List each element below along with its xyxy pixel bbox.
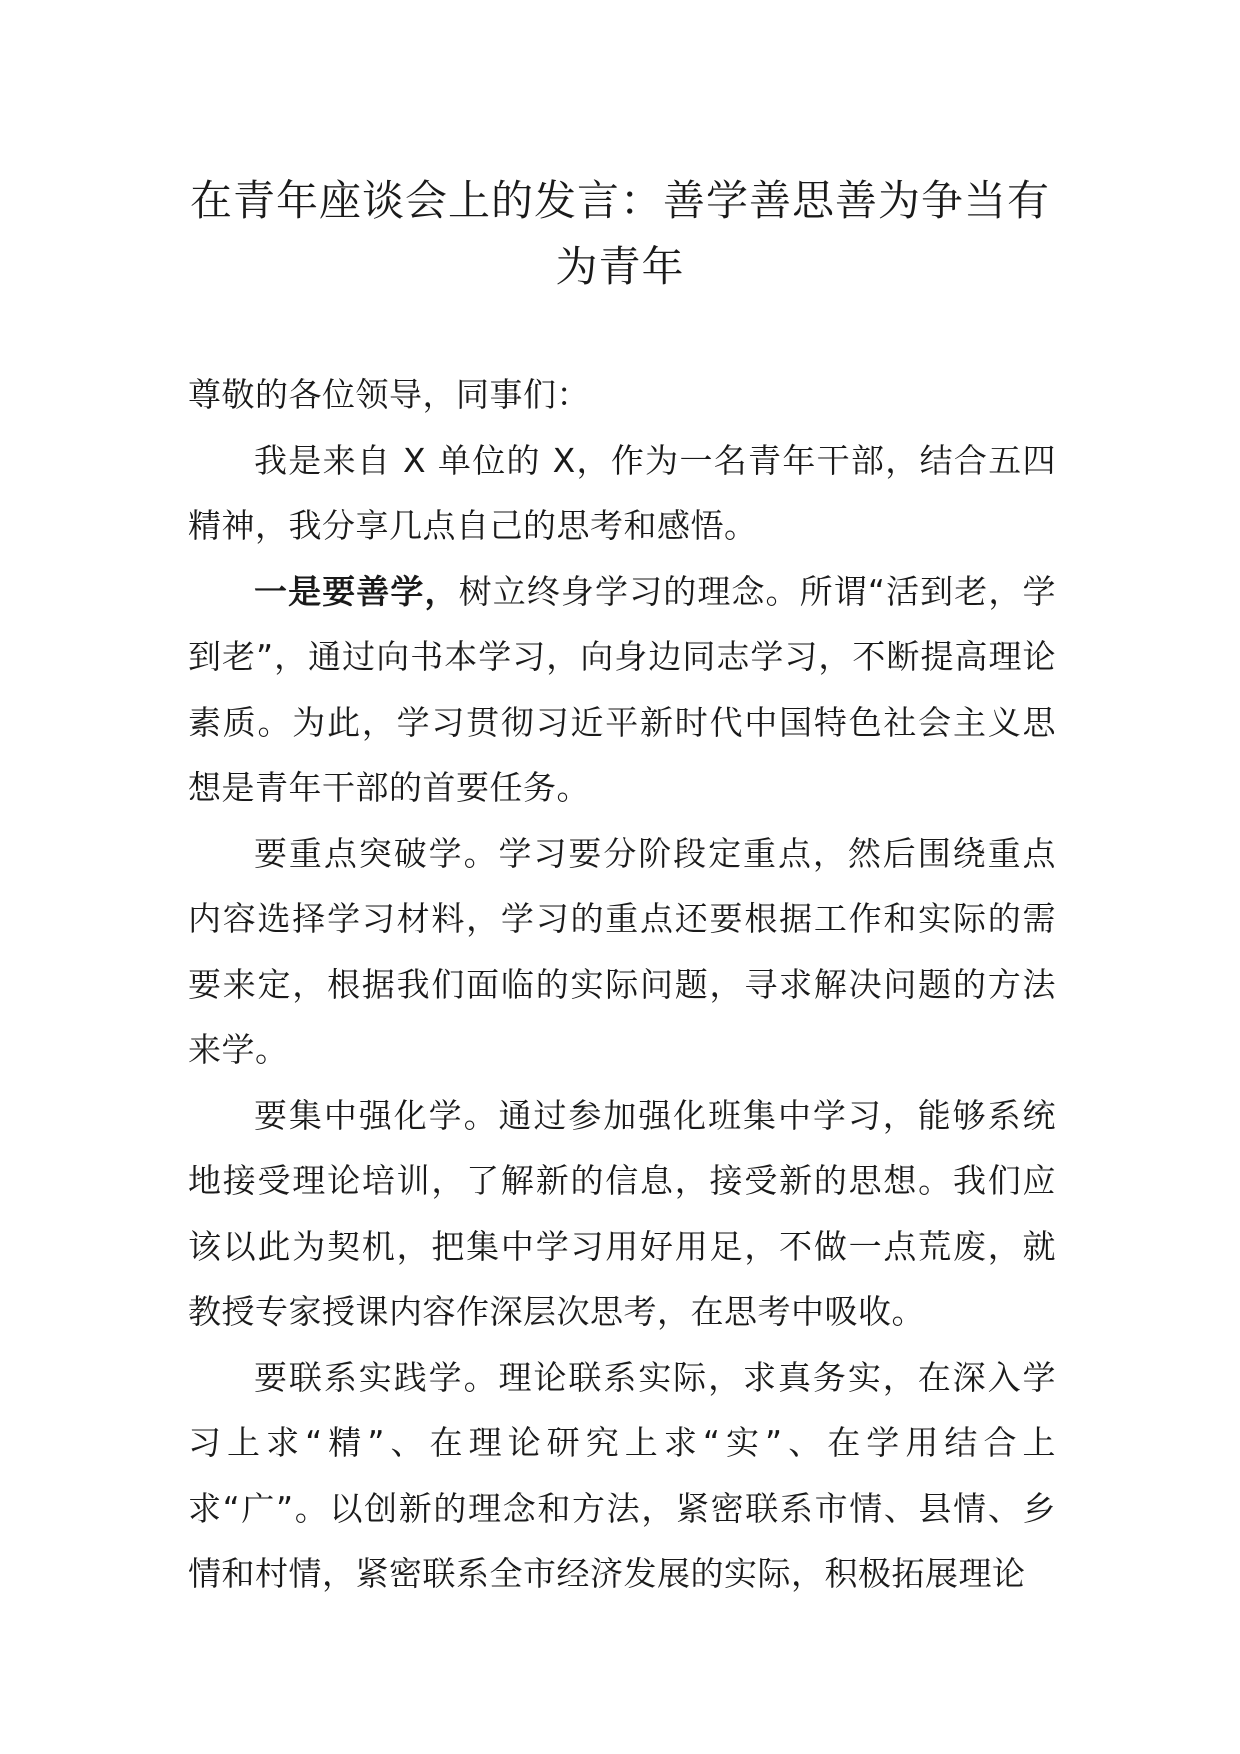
salutation: 尊敬的各位领导，同事们： — [188, 375, 590, 414]
paragraph-5-text: 要联系实践学。理论联系实际，求真务实，在深入学习上求“精”、在理论研究上求“实”、在学用结合上求“广”。以创新的理念和方法，紧密联系市情、县情、乡情和村情，紧密联系全市经济发展的实际，积极拓展理论 — [188, 1357, 1056, 1593]
paragraph-2-text: 树立终身学习的理念。所谓“活到老，学到老”，通过向书本学习，向身边同志学习，不断提高理论素质。为此，学习贯彻习近平新时代中国特色社会主义思想是青年干部的首要任务。 — [188, 571, 1056, 807]
title-line-1: 在青年座谈会上的发言：善学善思善为争当有 — [189, 176, 1050, 225]
paragraph-1-text: 我是来自 X 单位的 X，作为一名青年干部，结合五四精神，我分享几点自己的思考和感悟。 — [188, 440, 1056, 545]
paragraph-3-text: 要重点突破学。学习要分阶段定重点，然后围绕重点内容选择学习材料，学习的重点还要根据工作和实际的需要来定，根据我们面临的实际问题，寻求解决问题的方法来学。 — [188, 833, 1056, 1069]
paragraph-2 — [188, 559, 1056, 821]
paragraph-4 — [188, 1083, 1056, 1345]
paragraph-3 — [188, 821, 1056, 1083]
paragraph-2-lead: 一是要善学， — [254, 571, 459, 611]
document-body — [188, 362, 1056, 1607]
document-title — [180, 168, 1060, 300]
paragraph-1 — [188, 428, 1056, 559]
title-line-2: 为青年 — [555, 242, 685, 291]
paragraph-5 — [188, 1345, 1056, 1607]
paragraph-4-text: 要集中强化学。通过参加强化班集中学习，能够系统地接受理论培训，了解新的信息，接受新的思想。我们应该以此为契机，把集中学习用好用足，不做一点荒废，就教授专家授课内容作深层次思考，在思考中吸收。 — [188, 1095, 1056, 1331]
